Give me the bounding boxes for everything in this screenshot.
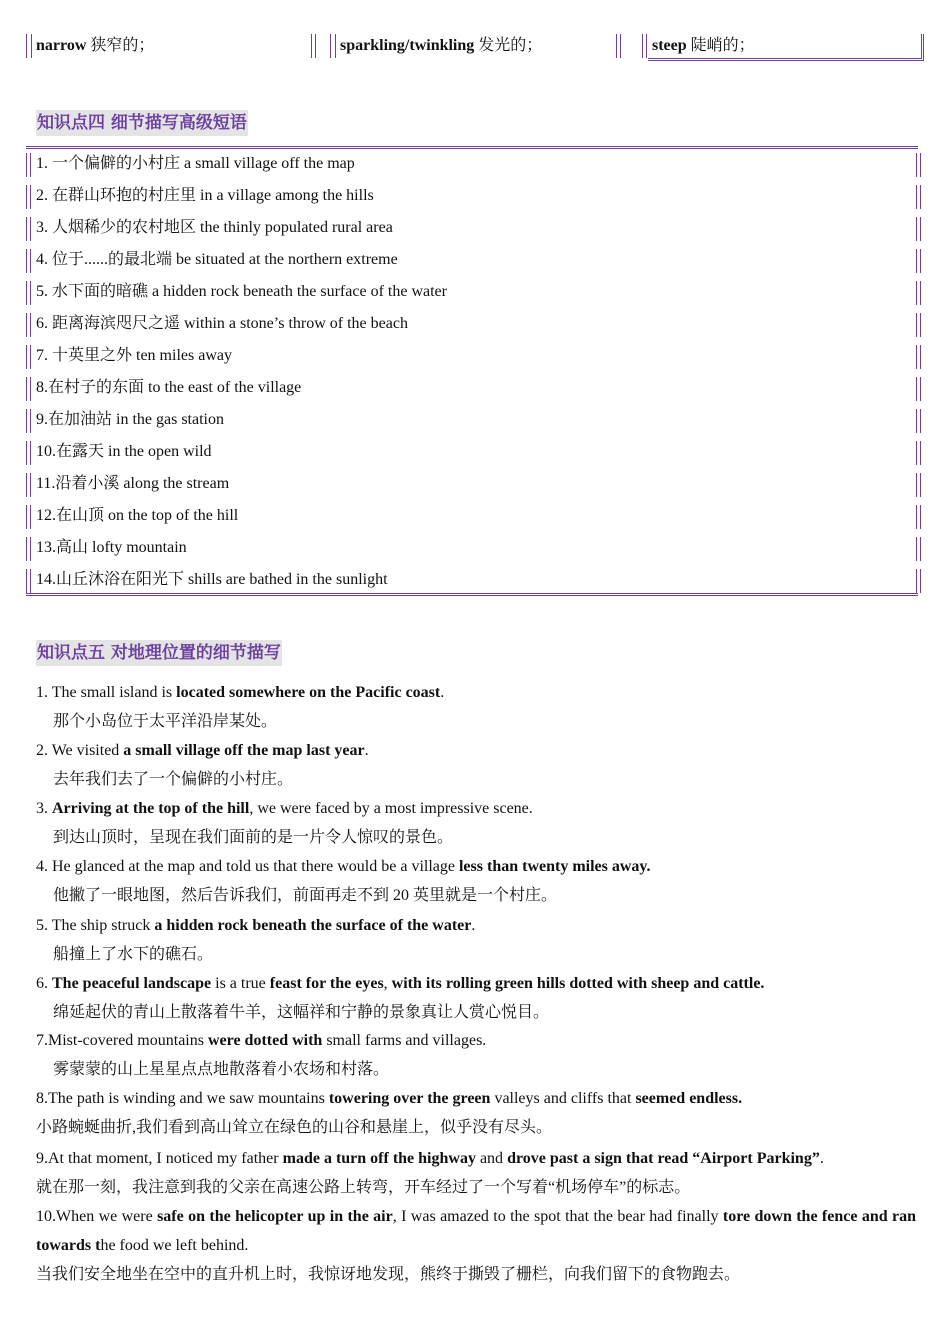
- example-sentence-7: 7.Mist-covered mountains were dotted with small farms and villages. 雾蒙蒙的山上星星点点地散落着小农场和村落。: [36, 1026, 916, 1084]
- phrase-row: [26, 533, 918, 565]
- translation: 去年我们去了一个偏僻的小村庄。: [53, 771, 294, 788]
- translation: 那个小岛位于太平洋沿岸某处。: [53, 713, 278, 730]
- translation: 当我们安全地坐在空中的直升机上时，我惊讶地发现，熊终于撕毁了栅栏，向我们留下的食物跑去。: [36, 1266, 741, 1283]
- phrase-row: [26, 149, 918, 181]
- phrase-text: 12.在山顶 on the top of the hill: [36, 507, 239, 524]
- example-sentence-9: 9.At that moment, I noticed my father made a turn off the highway and drove past a sign that read “Airport Parking”. 就在那一刻，我注意到我的父亲在高速公路上转弯，开车经过了一个写着“机场停车”的标志。: [36, 1144, 916, 1202]
- phrase-text: 11.沿着小溪 along the stream: [36, 475, 230, 492]
- phrase-row: [26, 309, 918, 341]
- highlight-phrase: safe on the helicopter up in the air: [157, 1208, 393, 1225]
- phrase-text: 5. 水下面的暗礁 a hidden rock beneath the surface of the water: [36, 283, 447, 300]
- phrase-row: [26, 341, 918, 373]
- vocab-cell-1: [26, 34, 316, 58]
- example-sentence-6: 6. The peaceful landscape is a true feast for the eyes, with its rolling green hills dotted with sheep and cattle. 绵延起伏的青山上散落着牛羊，这幅祥和宁静的景象真让人赏心悦目。: [36, 969, 916, 1027]
- phrase-row: [26, 405, 918, 437]
- vocab-meaning: 发光的；: [478, 37, 543, 54]
- vocab-word: narrow: [36, 37, 87, 54]
- highlight-phrase: The peaceful landscape: [52, 975, 212, 992]
- phrase-text: 1. 一个偏僻的小村庄 a small village off the map: [36, 155, 355, 172]
- phrase-text: 7. 十英里之外 ten miles away: [36, 347, 232, 364]
- highlight-phrase: made a turn off the highway: [282, 1150, 476, 1167]
- cell-border: [642, 34, 647, 58]
- highlight-phrase: a small village off the map last year: [123, 742, 365, 759]
- highlight-phrase: towering over the green: [328, 1090, 491, 1107]
- phrase-text: 4. 位于......的最北端 be situated at the northern extreme: [36, 251, 398, 268]
- vocab-word: sparkling/twinkling: [340, 37, 475, 54]
- highlight-phrase: located somewhere on the Pacific coast: [176, 684, 441, 701]
- phrase-text: 13.高山 lofty mountain: [36, 539, 187, 556]
- phrase-text: 6. 距离海滨咫尺之遥 within a stone’s throw of the beach: [36, 315, 408, 332]
- cell-border: [616, 34, 621, 58]
- example-sentence-4: 4. He glanced at the map and told us that there would be a village less than twenty miles away. 他撇了一眼地图，然后告诉我们，前面再走不到 20 英里就是一个村庄。: [36, 852, 916, 910]
- vocab-row: [26, 34, 923, 60]
- section-5-heading: 知识点五 对地理位置的细节描写: [36, 640, 282, 666]
- vocab-cell-2: [330, 34, 640, 58]
- vocab-word: steep: [652, 37, 687, 54]
- translation: 小路蜿蜒曲折,我们看到高山耸立在绿色的山谷和悬崖上，似乎没有尽头。: [36, 1119, 553, 1136]
- example-sentence-8: 8.The path is winding and we saw mountains towering over the green valleys and cliffs that seemed endless. 小路蜿蜒曲折,我们看到高山耸立在绿色的山谷和悬崖上，似乎没有尽头。: [36, 1084, 916, 1142]
- vocab-meaning: 陡峭的；: [690, 37, 755, 54]
- highlight-phrase: feast for the eyes: [269, 975, 384, 992]
- highlight-phrase: a hidden rock beneath the surface of the water: [154, 917, 472, 934]
- phrase-text: 8.在村子的东面 to the east of the village: [36, 379, 302, 396]
- cell-border: [330, 34, 336, 58]
- section-4-heading: 知识点四 细节描写高级短语: [36, 110, 248, 136]
- phrase-text: 10.在露天 in the open wild: [36, 443, 212, 460]
- phrase-text: 9.在加油站 in the gas station: [36, 411, 224, 428]
- example-sentence-1: 1. The small island is located somewhere on the Pacific coast. 那个小岛位于太平洋沿岸某处。: [36, 678, 916, 736]
- example-sentence-5: 5. The ship struck a hidden rock beneath the surface of the water. 船撞上了水下的礁石。: [36, 911, 916, 969]
- cell-border: [26, 34, 32, 58]
- example-sentence-3: 3. Arriving at the top of the hill, we were faced by a most impressive scene. 到达山顶时，呈现在我们面前的是一片令人惊叹的景色。: [36, 794, 916, 852]
- translation: 到达山顶时，呈现在我们面前的是一片令人惊叹的景色。: [53, 829, 454, 846]
- translation: 他撇了一眼地图，然后告诉我们，前面再走不到 20 英里就是一个村庄。: [53, 887, 558, 904]
- phrase-row: [26, 213, 918, 245]
- translation: 就在那一刻，我注意到我的父亲在高速公路上转弯，开车经过了一个写着“机场停车”的标志。: [36, 1179, 691, 1196]
- phrase-text: 2. 在群山环抱的村庄里 in a village among the hills: [36, 187, 374, 204]
- example-sentence-2: 2. We visited a small village off the map last year. 去年我们去了一个偏僻的小村庄。: [36, 736, 916, 794]
- highlight-phrase: less than twenty miles away.: [458, 858, 651, 875]
- phrase-table: [26, 146, 918, 596]
- translation: 船撞上了水下的礁石。: [53, 946, 214, 963]
- translation: 雾蒙蒙的山上星星点点地散落着小农场和村落。: [53, 1061, 390, 1078]
- phrase-row: [26, 565, 918, 597]
- highlight-phrase: seemed endless.: [635, 1090, 743, 1107]
- phrase-row: [26, 373, 918, 405]
- phrase-row: [26, 277, 918, 309]
- phrase-text: 14.山丘沐浴在阳光下 shills are bathed in the sunlight: [36, 571, 388, 588]
- phrase-row: [26, 245, 918, 277]
- highlight-phrase: Arriving at the top of the hill: [52, 800, 250, 817]
- phrase-row: [26, 501, 918, 533]
- cell-border: [311, 34, 316, 58]
- phrase-row: [26, 181, 918, 213]
- translation: 绵延起伏的青山上散落着牛羊，这幅祥和宁静的景象真让人赏心悦目。: [53, 1004, 550, 1021]
- highlight-phrase: drove past a sign that read “Airport Parking”: [507, 1150, 820, 1167]
- highlight-phrase: with its rolling green hills dotted with sheep and cattle.: [391, 975, 765, 992]
- phrase-row: [26, 469, 918, 501]
- vocab-cell-3: [634, 34, 930, 58]
- highlight-phrase: tore down the fence and ran towards t: [36, 1208, 917, 1254]
- phrase-row: [26, 437, 918, 469]
- highlight-phrase: were dotted with: [207, 1032, 323, 1049]
- phrase-text: 3. 人烟稀少的农村地区 the thinly populated rural area: [36, 219, 393, 236]
- vocab-meaning: 狭窄的；: [90, 37, 155, 54]
- example-sentence-10: 10.When we were safe on the helicopter up in the air, I was amazed to the spot that the bear had finally tore down the fence and ran towards the food we left behind. 当我们安全地坐在空中的直升机上时，我惊讶地发现，熊终于撕毁了栅栏，向我们留下的食物跑去。: [36, 1202, 916, 1289]
